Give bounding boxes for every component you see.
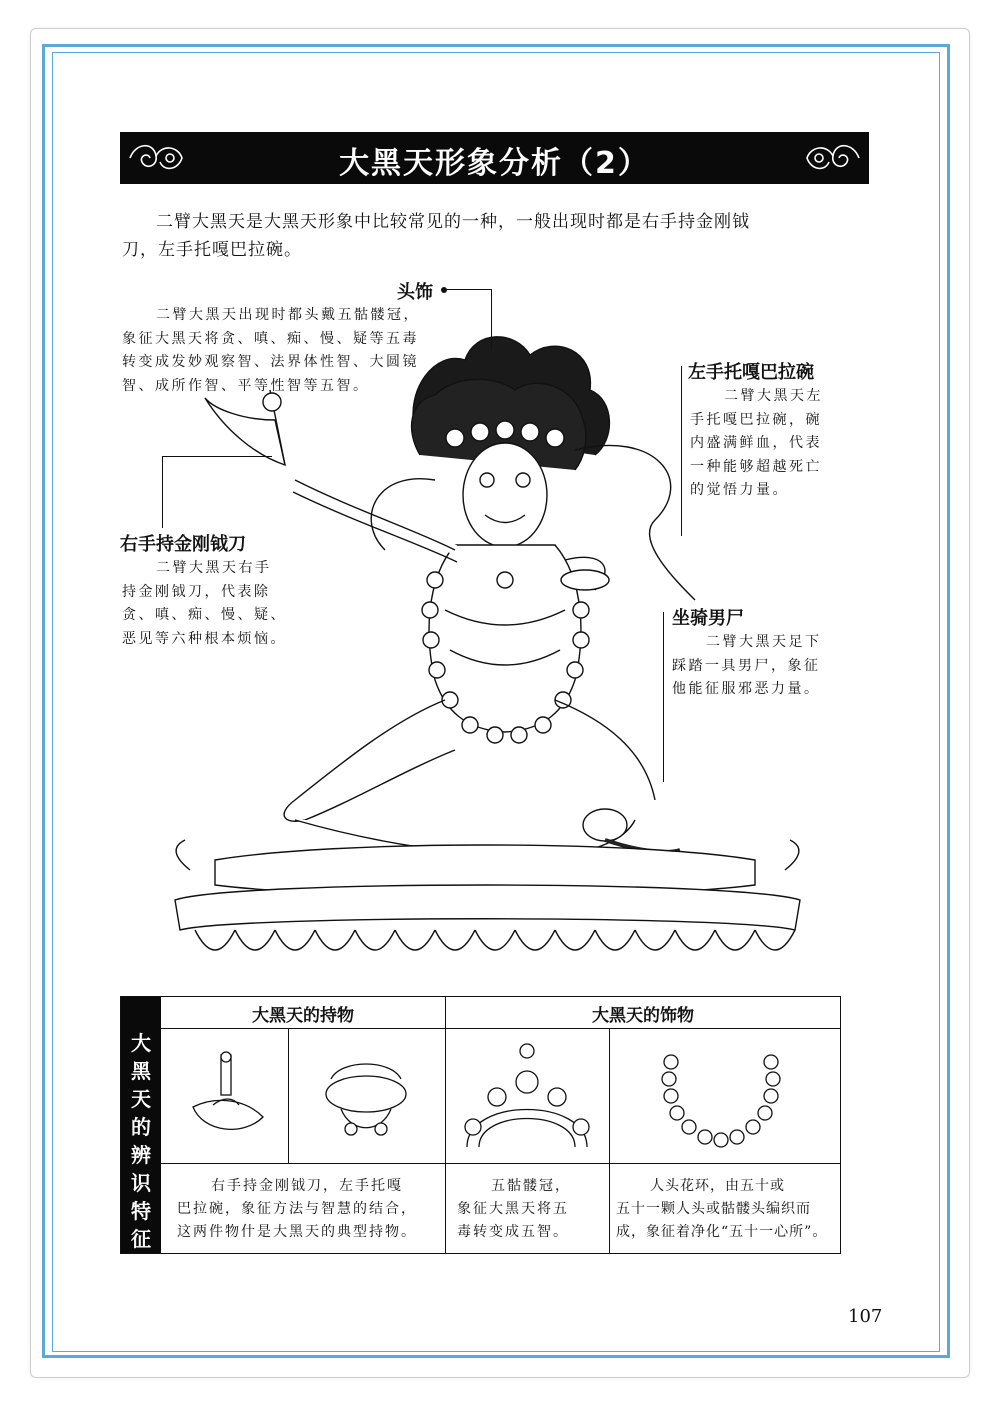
right-hand-leader-h	[162, 456, 272, 457]
left-hand-desc	[690, 385, 845, 503]
left-hand-desc-line-3: 内盛满鲜血，代表	[690, 435, 822, 451]
left-hand-desc-line-1: 二臂大黑天左	[724, 388, 823, 404]
side-char-6: 识	[131, 1171, 151, 1195]
identification-table	[120, 996, 841, 1254]
cell-objects-line-3: 这两件物什是大黑天的典型持物。	[177, 1224, 417, 1240]
headdress-desc-line-1: 二臂大黑天出现时都头戴五骷髅冠，	[156, 307, 420, 323]
cell-objects-line-2: 巴拉碗，象征方法与智慧的结合，	[177, 1201, 417, 1217]
cell-crown-line-1: 五骷髅冠，	[491, 1178, 571, 1194]
left-hand-desc-line-4: 一种能够超越死亡	[690, 458, 822, 475]
headdress-desc-line-4: 智、成所作智、平等性智等五智。	[122, 377, 370, 394]
table-body-divider	[161, 1163, 841, 1164]
side-char-4: 的	[131, 1115, 151, 1139]
side-char-2: 黑	[131, 1059, 151, 1083]
page-title: 大黑天形象分析（2）	[339, 146, 650, 181]
cell-crown-desc	[457, 1175, 607, 1244]
headdress-desc	[122, 304, 472, 398]
right-hand-desc-line-3: 贪、嗔、痴、慢、疑、	[122, 607, 287, 623]
vajra-chopper-icon	[183, 1047, 273, 1147]
table-col-divider-objects	[288, 1028, 289, 1163]
intro-line-2: 刀，左手托嘎巴拉碗。	[122, 240, 302, 260]
headdress-leader-v	[491, 289, 492, 349]
left-hand-label: 左手托嘎巴拉碗	[688, 362, 814, 383]
mount-desc	[672, 631, 847, 702]
cell-garland-line-1: 人头花环，由五十或	[650, 1178, 785, 1194]
right-hand-label: 右手持金刚钺刀	[120, 534, 246, 555]
headdress-desc-line-3: 转变成发妙观察智、法界体性智、大圆镜	[122, 354, 419, 370]
headdress-label: 头饰	[397, 282, 433, 303]
kapala-bowl-icon	[311, 1049, 421, 1149]
table-header-divider	[161, 1028, 841, 1029]
cell-garland-line-3: 成，象征着净化“五十一心所”。	[616, 1224, 828, 1240]
intro-paragraph	[122, 208, 847, 264]
cell-objects-line-1: 右手持金刚钺刀，左手托嘎	[211, 1178, 403, 1194]
mount-label: 坐骑男尸	[672, 608, 744, 629]
mount-leader-v	[663, 612, 664, 782]
header-ornaments: 大黑天的饰物	[592, 1006, 694, 1026]
left-hand-desc-line-2: 手托嘎巴拉碗，碗	[690, 411, 822, 428]
table-col-divider-ornaments	[609, 1028, 610, 1253]
right-hand-desc-line-2: 持金刚钺刀，代表除	[122, 583, 271, 600]
cell-crown-line-3: 毒转变成五智。	[457, 1224, 569, 1240]
right-hand-desc-line-4: 恶见等六种根本烦恼。	[122, 630, 287, 647]
side-char-1: 大	[131, 1031, 151, 1055]
cell-garland-line-2: 五十一颗人头或骷髅头编织而	[616, 1201, 811, 1217]
head-garland-icon	[651, 1047, 791, 1152]
table-col-divider-main	[445, 997, 446, 1253]
mount-desc-line-1: 二臂大黑天足下	[706, 634, 822, 650]
page-number: 107	[848, 1306, 883, 1327]
right-hand-desc	[122, 557, 307, 651]
cell-objects-desc	[177, 1175, 442, 1244]
header-objects: 大黑天的持物	[252, 1006, 354, 1026]
ornament-right-icon	[803, 136, 863, 180]
mount-desc-line-2: 踩踏一具男尸，象征	[672, 657, 821, 674]
left-hand-desc-line-5: 的觉悟力量。	[690, 482, 789, 498]
intro-line-1: 二臂大黑天是大黑天形象中比较常见的一种，一般出现时都是右手持金刚钺	[156, 212, 750, 232]
cell-garland-desc	[616, 1175, 841, 1244]
cell-crown-line-2: 象征大黑天将五	[457, 1201, 569, 1217]
left-hand-leader-v	[681, 366, 682, 536]
five-skull-crown-icon	[457, 1037, 597, 1152]
side-char-5: 辨	[131, 1143, 151, 1167]
right-hand-leader-v	[162, 456, 163, 528]
table-side-label	[121, 997, 161, 1253]
side-char-7: 特	[131, 1199, 151, 1223]
right-hand-desc-line-1: 二臂大黑天右手	[156, 560, 272, 576]
mount-desc-line-3: 他能征服邪恶力量。	[672, 681, 821, 697]
title-bar	[120, 132, 869, 184]
side-char-3: 天	[131, 1087, 151, 1111]
side-char-8: 征	[131, 1227, 151, 1251]
headdress-leader-h	[444, 289, 492, 290]
headdress-desc-line-2: 象征大黑天将贪、嗔、痴、慢、疑等五毒	[122, 330, 419, 347]
